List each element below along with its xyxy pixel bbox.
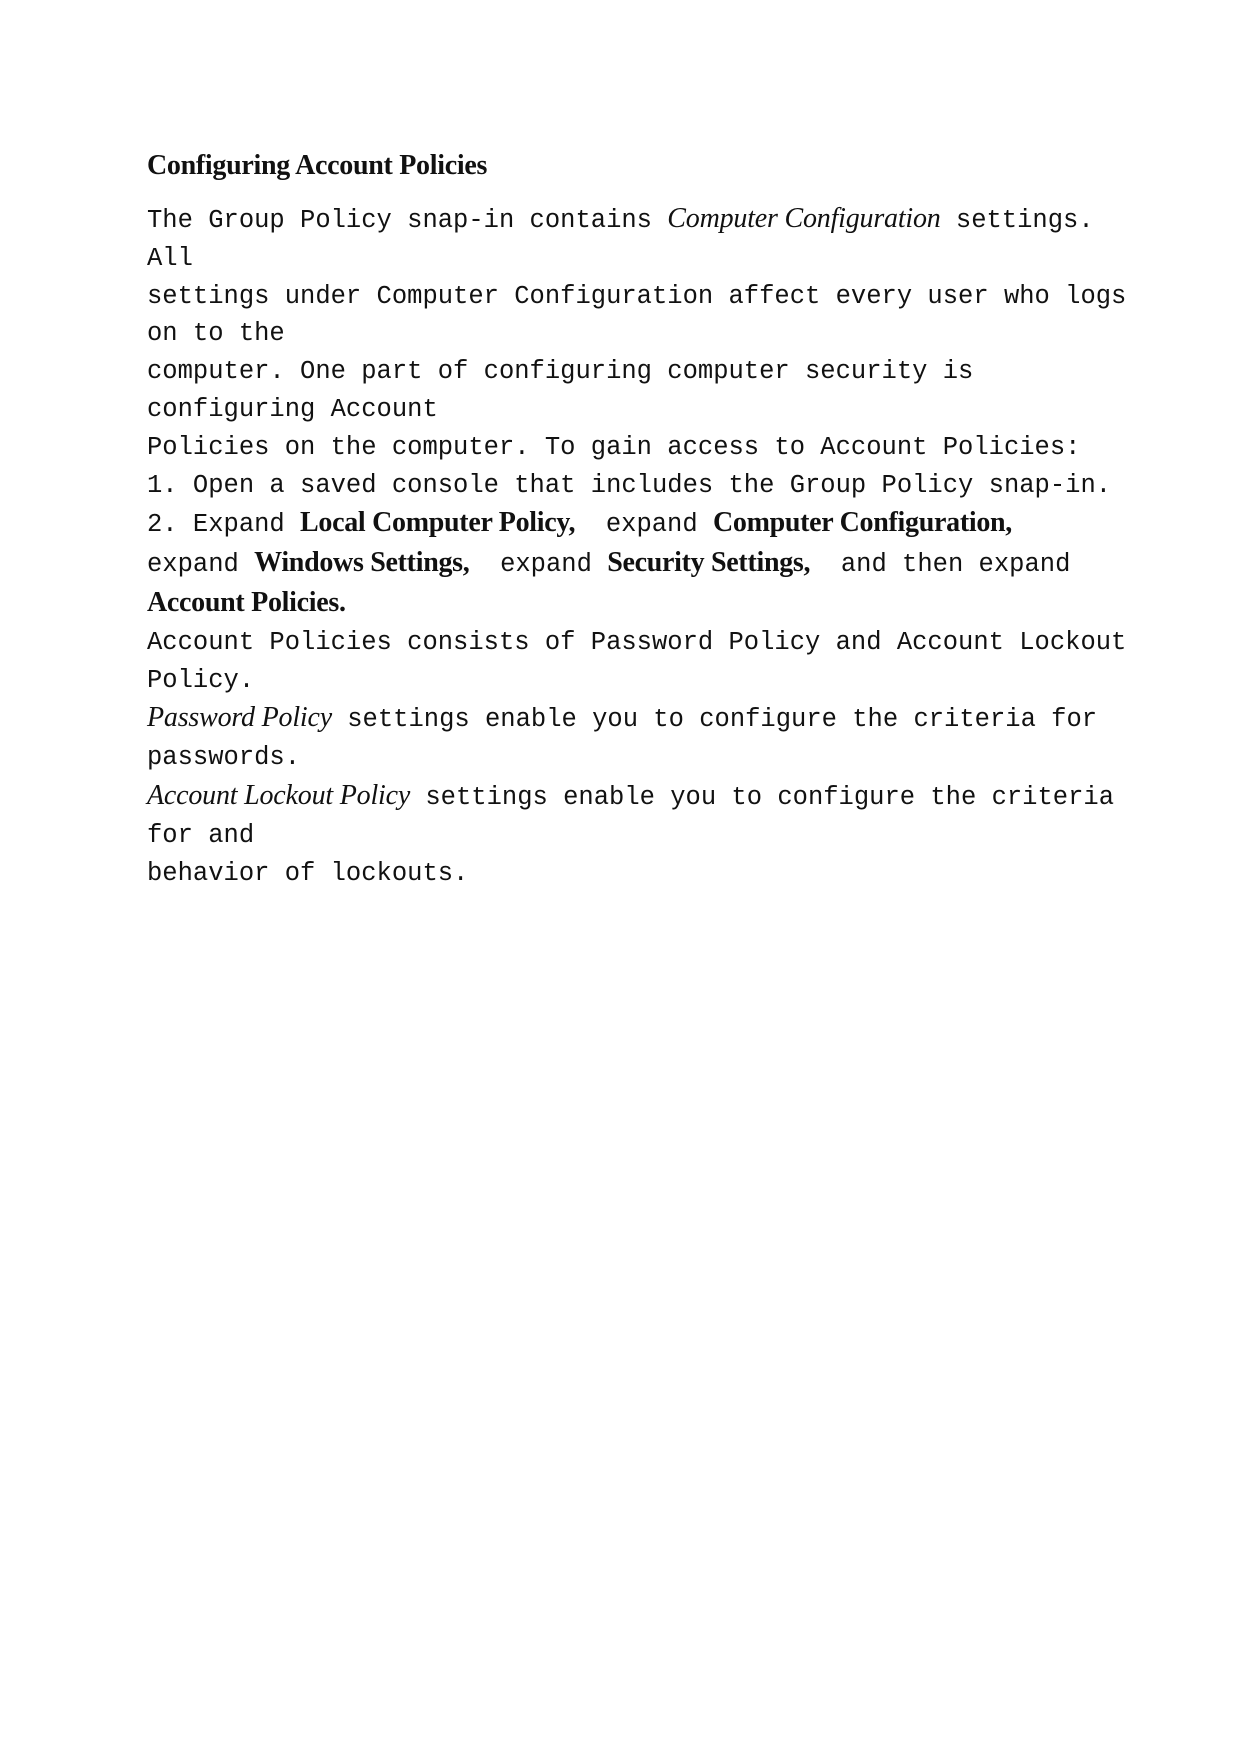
text-line: for and bbox=[147, 820, 255, 850]
text-line: computer. One part of configuring computer security is bbox=[147, 357, 974, 387]
text-line bbox=[147, 777, 1127, 817]
text-line: on to the bbox=[147, 319, 285, 349]
document-page bbox=[147, 142, 1127, 892]
text-line: passwords. bbox=[147, 743, 301, 773]
text-line: settings under Computer Configuration affect every user who logs bbox=[147, 281, 1127, 311]
text-line: behavior of lockouts. bbox=[147, 858, 469, 888]
text-line bbox=[147, 699, 1127, 739]
text-line bbox=[147, 544, 1127, 584]
italic-term: Password Policy bbox=[147, 702, 332, 734]
text-run: expand bbox=[469, 550, 608, 580]
text-run: settings enable you to configure the criteria bbox=[410, 782, 1114, 812]
bold-term: Security Settings, bbox=[607, 547, 811, 579]
text-run: settings. bbox=[940, 206, 1094, 235]
italic-term: Computer Configuration bbox=[667, 203, 941, 234]
text-line: Policy. bbox=[147, 665, 255, 695]
text-line: Policies on the computer. To gain access to Account Policies: bbox=[147, 432, 1081, 462]
bold-term: Account Policies. bbox=[147, 586, 346, 618]
text-run: 2. Expand bbox=[147, 510, 301, 540]
text-line: All bbox=[147, 243, 193, 273]
bold-term: Windows Settings, bbox=[254, 547, 470, 579]
step-2-line bbox=[147, 504, 1127, 544]
text-run: expand bbox=[575, 510, 713, 540]
step-1-line: 1. Open a saved console that includes the Group Policy snap-in. bbox=[147, 470, 1112, 500]
document-heading: Configuring Account Policies bbox=[147, 150, 488, 181]
italic-term: Account Lockout Policy bbox=[147, 779, 411, 811]
bold-term: Computer Configuration, bbox=[712, 507, 1013, 539]
text-line bbox=[147, 200, 1127, 240]
text-line bbox=[147, 584, 1127, 624]
text-line: Account Policies consists of Password Policy and Account Lockout bbox=[147, 627, 1127, 657]
text-line: configuring Account bbox=[147, 394, 438, 424]
text-run: expand bbox=[147, 550, 255, 580]
text-run: settings enable you to configure the criteria for bbox=[331, 705, 1098, 735]
bold-term: Local Computer Policy, bbox=[300, 507, 576, 539]
text-run: The Group Policy snap-in contains bbox=[147, 206, 668, 235]
text-run: and then expand bbox=[810, 550, 1071, 580]
